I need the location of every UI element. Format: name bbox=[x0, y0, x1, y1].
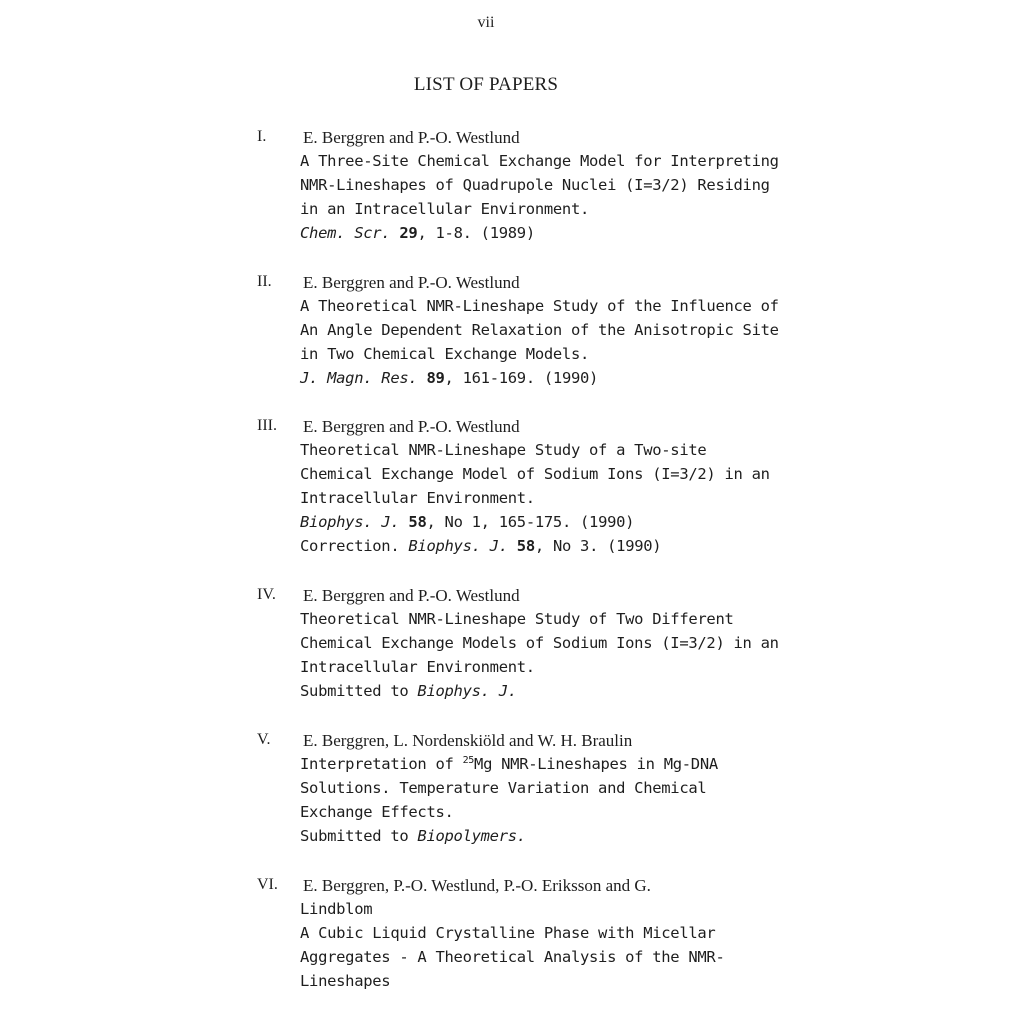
paper-title-line: NMR-Lineshapes of Quadrupole Nuclei (I=3/2) Residing bbox=[300, 176, 770, 194]
paper-authors: E. Berggren, P.-O. Westlund, P.-O. Eriksson and G. bbox=[303, 876, 651, 895]
journal-pages: , 161-169. (1990) bbox=[444, 369, 599, 387]
paper-title-line: Chemical Exchange Model of Sodium Ions (I=3/2) in an bbox=[300, 465, 770, 483]
journal-volume: 29 bbox=[399, 224, 418, 242]
title-text: Mg NMR-Lineshapes in Mg-DNA bbox=[474, 755, 718, 773]
paper-title-line: Solutions. Temperature Variation and Chemical bbox=[300, 779, 707, 797]
journal-name: Biopolymers. bbox=[417, 827, 526, 845]
journal-name: Biophys. J. bbox=[408, 537, 508, 555]
paper-title-line: in Two Chemical Exchange Models. bbox=[300, 345, 590, 363]
journal-name: J. Magn. Res. bbox=[300, 369, 418, 387]
paper-title-line: Exchange Effects. bbox=[300, 803, 454, 821]
title-text: Interpretation of bbox=[300, 755, 463, 773]
journal-volume: 89 bbox=[426, 369, 445, 387]
paper-submitted bbox=[300, 827, 526, 845]
paper-authors: E. Berggren and P.-O. Westlund bbox=[303, 273, 520, 292]
paper-citation bbox=[300, 369, 598, 387]
paper-authors: E. Berggren, L. Nordenskiöld and W. H. Braulin bbox=[303, 731, 633, 750]
paper-title-line: A Theoretical NMR-Lineshape Study of the Influence of bbox=[300, 297, 779, 315]
paper-authors: E. Berggren and P.-O. Westlund bbox=[303, 586, 520, 605]
paper-authors: E. Berggren and P.-O. Westlund bbox=[303, 417, 520, 436]
page-title: LIST OF PAPERS bbox=[413, 74, 559, 95]
paper-title-line: Intracellular Environment. bbox=[300, 658, 535, 676]
paper-title-line: in an Intracellular Environment. bbox=[300, 200, 590, 218]
journal-name: Biophys. J. bbox=[300, 513, 400, 531]
paper-title-line: A Cubic Liquid Crystalline Phase with Micellar bbox=[300, 924, 716, 942]
correction-label: Correction. bbox=[300, 537, 409, 555]
paper-authors-continued: Lindblom bbox=[300, 900, 373, 918]
paper-correction bbox=[300, 537, 661, 555]
submitted-label: Submitted to bbox=[300, 682, 418, 700]
paper-title-line: An Angle Dependent Relaxation of the Anisotropic Site bbox=[300, 321, 779, 339]
paper-citation bbox=[300, 513, 634, 531]
paper-title-line: Chemical Exchange Models of Sodium Ions (I=3/2) in an bbox=[300, 634, 779, 652]
paper-numeral: III. bbox=[257, 417, 277, 434]
paper-submitted bbox=[300, 682, 517, 700]
paper-title-line bbox=[300, 755, 718, 773]
paper-numeral: V. bbox=[257, 731, 271, 748]
paper-title-line: Theoretical NMR-Lineshape Study of a Two-site bbox=[300, 441, 707, 459]
journal-pages: , No 1, 165-175. (1990) bbox=[426, 513, 635, 531]
paper-title-line: Intracellular Environment. bbox=[300, 489, 535, 507]
paper-numeral: I. bbox=[257, 128, 267, 145]
journal-pages: , No 3. (1990) bbox=[534, 537, 662, 555]
paper-authors: E. Berggren and P.-O. Westlund bbox=[303, 128, 520, 147]
paper-title-line: A Three-Site Chemical Exchange Model for Interpreting bbox=[300, 152, 779, 170]
journal-name: Chem. Scr. bbox=[300, 224, 391, 242]
paper-title-line: Theoretical NMR-Lineshape Study of Two Different bbox=[300, 610, 734, 628]
journal-pages: , 1-8. (1989) bbox=[417, 224, 535, 242]
paper-numeral: VI. bbox=[257, 876, 278, 893]
paper-numeral: II. bbox=[257, 273, 272, 290]
journal-name: Biophys. J. bbox=[417, 682, 517, 700]
page-number: vii bbox=[477, 14, 495, 31]
journal-volume: 58 bbox=[408, 513, 427, 531]
submitted-label: Submitted to bbox=[300, 827, 418, 845]
journal-volume: 58 bbox=[516, 537, 535, 555]
paper-numeral: IV. bbox=[257, 586, 276, 603]
isotope-superscript: 25 bbox=[462, 755, 475, 766]
paper-title-line: Lineshapes bbox=[300, 972, 391, 990]
paper-citation bbox=[300, 224, 535, 242]
paper-title-line: Aggregates - A Theoretical Analysis of the NMR- bbox=[300, 948, 725, 966]
